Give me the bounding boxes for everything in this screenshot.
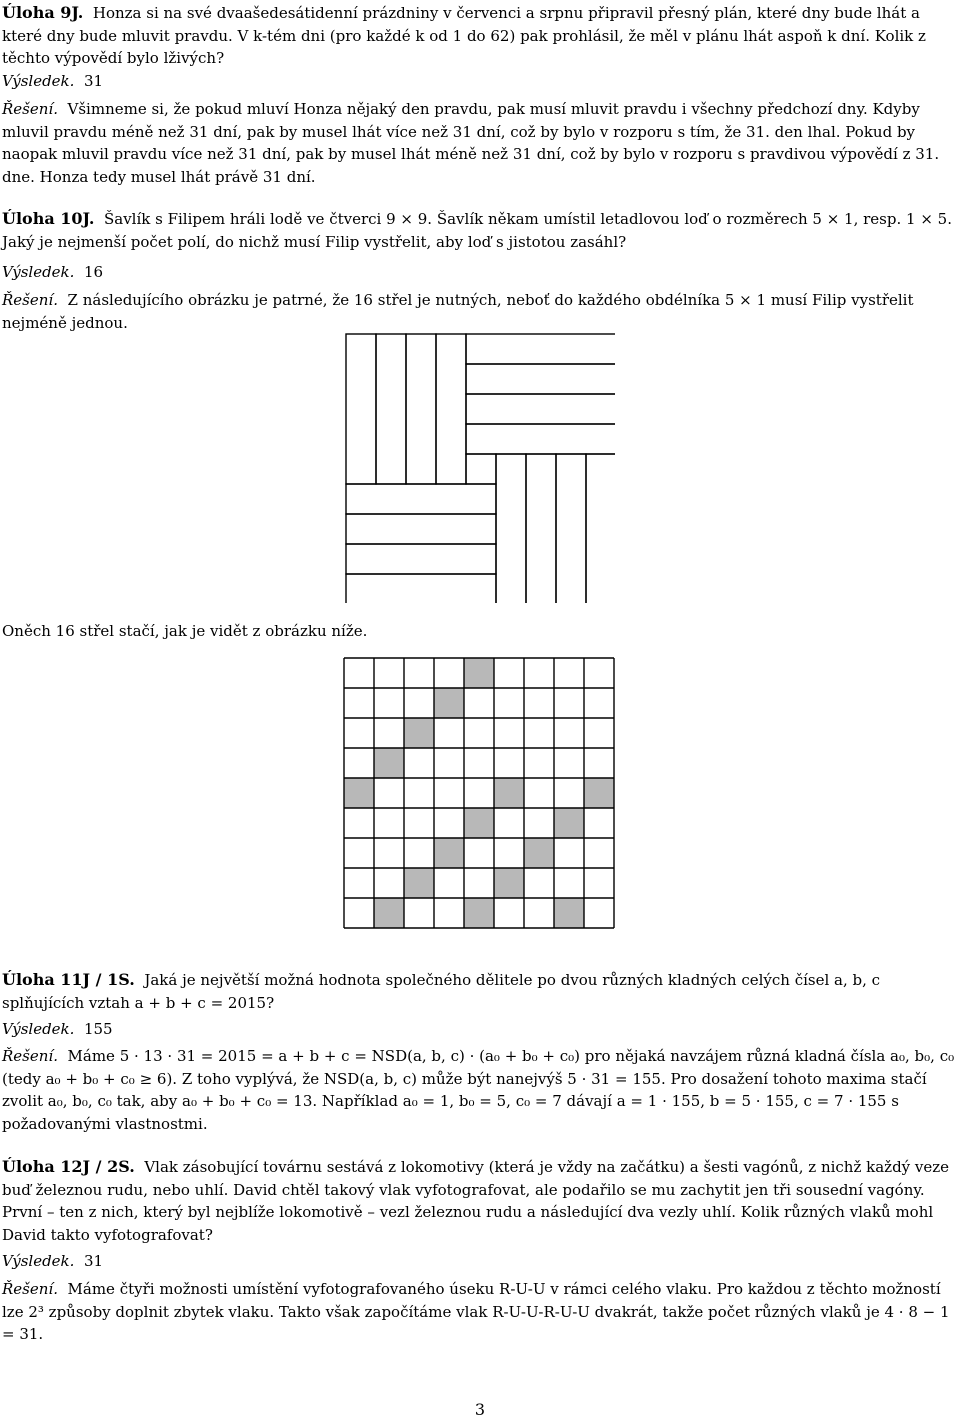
strip-5x1 bbox=[496, 454, 526, 603]
shot-cell bbox=[584, 778, 614, 808]
result-label: Výsledek. bbox=[2, 1252, 75, 1270]
result-9j bbox=[2, 70, 957, 93]
shot-cell bbox=[554, 898, 584, 928]
shot-cell bbox=[464, 898, 494, 928]
strip-5x1 bbox=[466, 394, 615, 424]
shot-cell bbox=[464, 658, 494, 688]
strip-5x1 bbox=[466, 334, 615, 364]
figure-strips-partition bbox=[345, 333, 615, 603]
shot-cell bbox=[404, 868, 434, 898]
solution-label: Řešení. bbox=[2, 100, 58, 118]
result-label: Výsledek. bbox=[2, 263, 75, 281]
problem-title: Úloha 12J / 2S. bbox=[2, 1157, 135, 1176]
strip-5x1 bbox=[466, 424, 615, 454]
strip-5x1 bbox=[346, 514, 496, 544]
solution-label: Řešení. bbox=[2, 1047, 58, 1065]
strip-5x1 bbox=[526, 454, 556, 603]
problem-10j bbox=[2, 208, 957, 253]
result-11j-1s bbox=[2, 1018, 957, 1041]
problem-title: Úloha 9J. bbox=[2, 3, 84, 22]
solution-label: Řešení. bbox=[2, 291, 58, 309]
shot-cell bbox=[494, 778, 524, 808]
result-value: 155 bbox=[83, 1020, 113, 1038]
solution-9j bbox=[2, 98, 957, 188]
shot-cell bbox=[434, 838, 464, 868]
strip-5x1 bbox=[556, 454, 586, 603]
solution-10j bbox=[2, 289, 957, 334]
figure-shot-grid bbox=[343, 657, 615, 929]
after-figure-sentence: Oněch 16 střel stačí, jak je vidět z obrázku níže. bbox=[2, 622, 368, 640]
strip-5x1 bbox=[346, 544, 496, 574]
shot-cell bbox=[344, 778, 374, 808]
result-label: Výsledek. bbox=[2, 1020, 75, 1038]
shot-cell bbox=[404, 718, 434, 748]
strip-5x1 bbox=[346, 574, 496, 603]
page-number: 3 bbox=[474, 1400, 486, 1419]
strip-5x1 bbox=[586, 454, 615, 603]
problem-text: Jaká je největší možná hodnota společného dělitele po dvou různých kladných celých čísel a, b, c splňujících vztah a + b + c = 2015? bbox=[2, 971, 881, 1012]
after-figure-text bbox=[2, 620, 957, 643]
problem-text: Honza si na své dvaašedesátidenní prázdniny v červenci a srpnu připravil přesný plán, které dny bude lhát a které dny bude mluvit pravdu. V k-tém dni (pro každé k od 1 do 62) pak prohlásil, že měl v plánu lhát aspoň k dní. Kolik z těchto výpovědí bylo lživých? bbox=[2, 4, 926, 68]
solution-label: Řešení. bbox=[2, 1280, 58, 1298]
solution-11j-1s bbox=[2, 1045, 957, 1135]
strip-5x1 bbox=[346, 484, 496, 514]
problem-12j-2s bbox=[2, 1156, 957, 1246]
problem-9j bbox=[2, 2, 957, 70]
solution-text: Máme 5 · 13 · 31 = 2015 = a + b + c = NSD(a, b, c) · (a₀ + b₀ + c₀) pro nějaká navzájem různá kladná čísla a₀, b₀, c₀ (tedy a₀ + b₀ + c₀ ≥ 6). Z toho vyplývá, že NSD(a, b, c) může být nanejvýš 5 · 31 = 155. Pro dosažení tohoto maxima stačí zvolit a₀, b₀, c₀ tak, aby a₀ + b₀ + c₀ = 13. Například a₀ = 1, b₀ = 5, c₀ = 7 dávají a = 1 · 155, b = 5 · 155, c = 7 · 155 s požadovanými vlastnostmi. bbox=[2, 1047, 955, 1133]
shot-cell bbox=[464, 808, 494, 838]
solution-12j-2s bbox=[2, 1278, 957, 1346]
solution-text: Máme čtyři možnosti umístění vyfotografovaného úseku R-U-U v rámci celého vlaku. Pro každou z těchto možností lze 2³ způsoby doplnit zbytek vlaku. Takto však započítáme vlak R-U-U-R-U-U dvakrát, takže počet různých vlaků je 4 · 8 − 1 = 31. bbox=[2, 1280, 950, 1344]
result-label: Výsledek. bbox=[2, 72, 75, 90]
shot-cell bbox=[374, 748, 404, 778]
shot-cell bbox=[524, 838, 554, 868]
center-cell bbox=[466, 454, 496, 484]
strip-5x1 bbox=[436, 334, 466, 484]
result-value: 16 bbox=[83, 263, 104, 281]
result-10j bbox=[2, 261, 957, 284]
shot-cell bbox=[554, 808, 584, 838]
result-value: 31 bbox=[83, 1252, 104, 1270]
solution-text: Z následujícího obrázku je patrné, že 16 střel je nutných, neboť do každého obdélníka 5 × 1 musí Filip vystřelit nejméně jednou. bbox=[2, 291, 914, 332]
shot-cell bbox=[374, 898, 404, 928]
problem-title: Úloha 11J / 1S. bbox=[2, 970, 135, 989]
shot-cell bbox=[494, 868, 524, 898]
problem-text: Šavlík s Filipem hráli lodě ve čtverci 9 × 9. Šavlík někam umístil letadlovou loď o rozměrech 5 × 1, resp. 1 × 5. Jaký je nejmenší počet polí, do nichž musí Filip vystřelit, aby loď s jistotou zasáhl? bbox=[2, 210, 952, 251]
result-12j-2s bbox=[2, 1250, 957, 1273]
result-value: 31 bbox=[83, 72, 104, 90]
strip-5x1 bbox=[406, 334, 436, 484]
strip-5x1 bbox=[376, 334, 406, 484]
problem-11j-1s bbox=[2, 969, 957, 1014]
solution-text: Všimneme si, že pokud mluví Honza nějaký den pravdu, pak musí mluvit pravdu i všechny předchozí dny. Kdyby mluvil pravdu méně než 31 dní, pak by musel lhát více než 31 dní, což by bylo v rozporu s tím, že 31. den lhal. Pokud by naopak mluvil pravdu více než 31 dní, pak by musel lhát méně než 31 dní, což by bylo v rozporu s pravdivou výpovědí z 31. dne. Honza tedy musel lhát právě 31 dní. bbox=[2, 100, 940, 186]
shot-cell bbox=[434, 688, 464, 718]
problem-title: Úloha 10J. bbox=[2, 209, 95, 228]
strip-5x1 bbox=[466, 364, 615, 394]
strip-5x1 bbox=[346, 334, 376, 484]
problem-text: Vlak zásobující továrnu sestává z lokomotivy (která je vždy na začátku) a šesti vagónů, z nichž každý veze buď železnou rudu, nebo uhlí. David chtěl takový vlak vyfotografovat, ale podařilo se mu zachytit jen tři sousední vagóny. První – ten z nich, který byl nejblíže lokomotivě – vezl železnou rudu a následující dva vezly uhlí. Kolik různých vlaků mohl David takto vyfotografovat? bbox=[2, 1158, 950, 1244]
